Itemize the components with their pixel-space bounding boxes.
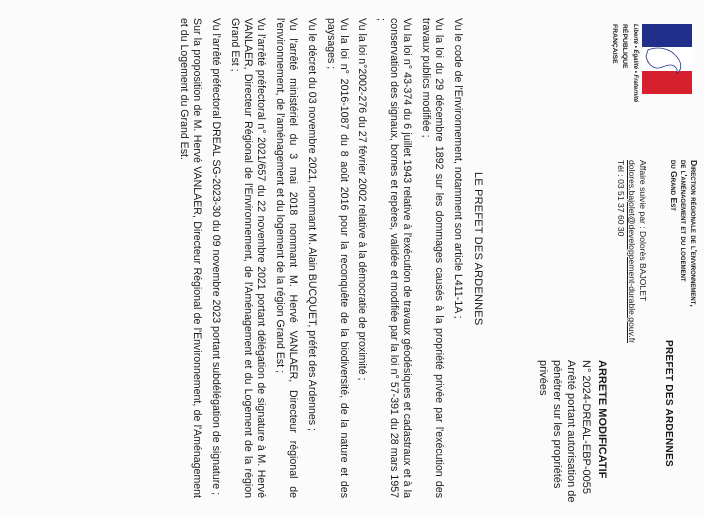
recital-paragraph: Vu la loi n° 43-374 du 6 juillet 1943 relative à l'exécution de travaux géodésiques et cadastraux et à la conservation des signaux, bornes et repères, validée et modifiée par la loi n° 57-391 du 28 mars 1957 ;: [375, 18, 414, 498]
prefecture-heading: PREFET DES ARDENNES: [663, 340, 674, 468]
contact-block: [614, 160, 648, 343]
recital-paragraph: Vu la loi n°2002-276 du 27 février 2002 relative à la démocratie de proximité ;: [356, 18, 369, 381]
contact-email-link[interactable]: dolores.bajolet@developpement-durable.gouv.fr: [626, 160, 637, 343]
direction-block: [668, 160, 698, 330]
recitals-block: [171, 18, 464, 498]
logo-republic-line2: FRANÇAISE: [610, 24, 618, 64]
direction-line: Direction régionale de l'environnement,: [689, 160, 699, 307]
contact-affaire: Affaire suivie par : Dolorès BAJOLET: [638, 160, 648, 302]
prefect-line: LE PREFET DES ARDENNES: [472, 172, 484, 326]
marianne-logo: [604, 24, 692, 103]
logo-motto: Liberté • Égalité • Fraternité: [632, 24, 638, 103]
recital-paragraph: Vu le code de l'Environnement, notamment son article L411-1A ;: [452, 18, 464, 319]
contact-phone: Tél : 03 51 37 60 30: [615, 160, 626, 237]
marianne-emblem: [642, 24, 692, 94]
recital-paragraph: Sur la proposition de M. Hervé VANLAER, Directeur Régional de l'Environnement, de l'Aménagement et du Logement du Grand Est.: [178, 18, 204, 498]
recital-paragraph: Vu la loi du 29 décembre 1892 sur les dommages causés à la propriété privée par l'exécution des travaux publics modifiée ;: [420, 18, 446, 498]
recital-paragraph: Vu l'arrêté préfectoral n° 2021/657 du 22 novembre 2021 portant délégation de signature à M. Hervé VANLAER, Directeur Régional de l'Environnement, de l'Aménagement et du Logement de la région Grand Est ;: [229, 18, 267, 498]
marianne-profile-icon: [642, 24, 692, 94]
arrete-title: ARRETE MODIFICATIF: [596, 360, 608, 479]
recital-paragraph: Vu l'arrêté préfectoral DREAL SG-2023-30 du 09 novembre 2023 portant subdélégation de signature ;: [210, 18, 223, 496]
recital-paragraph: Vu la loi n° 2016-1087 du 8 août 2016 pour la reconquête de la biodiversité, de la nature et des paysages ;: [324, 18, 350, 498]
arrete-number: N° 2024-DREAL-EBP-0055: [580, 360, 592, 495]
logo-republic-line1: RÉPUBLIQUE: [620, 24, 628, 69]
direction-line: de l'aménagement et du logement: [679, 160, 690, 282]
direction-line: du Grand Est: [669, 160, 680, 211]
recital-paragraph: Vu le décret du 03 novembre 2021, nommant M. Alain BUCQUET, préfet des Ardennes ;: [305, 18, 318, 431]
recital-paragraph: Vu l'arrêté ministériel du 3 mai 2018 nommant M. Hervé VANLAER, Directeur régional de l'environnement, de l'aménagement et du logement de la région Grand Est ;: [273, 18, 299, 498]
arrete-subject: Arrêté portant autorisation de pénétrer sur les propriétés privées: [537, 360, 577, 503]
